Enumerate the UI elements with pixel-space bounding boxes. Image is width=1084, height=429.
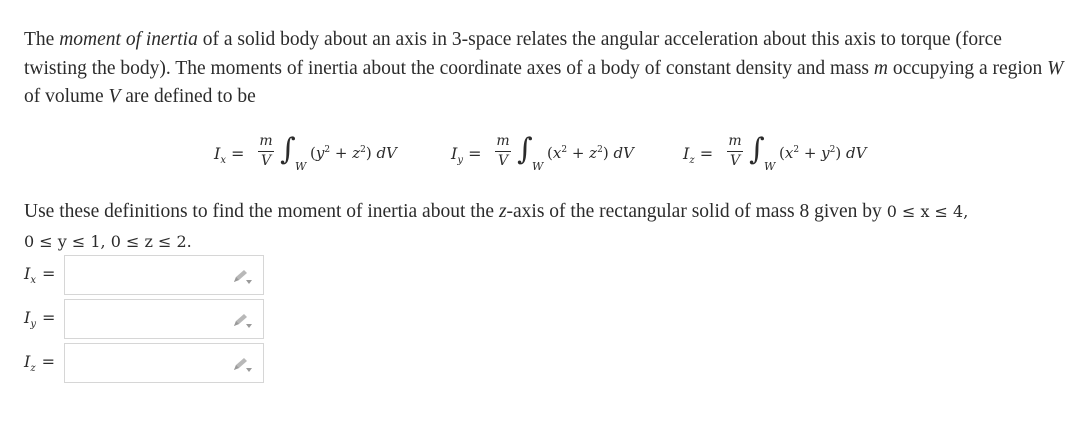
answer-input-iz[interactable]	[64, 343, 264, 383]
answer-row-ix	[24, 255, 284, 297]
integral-region: W	[764, 160, 776, 173]
pencil-icon[interactable]	[231, 357, 253, 373]
problem-instruction	[24, 197, 1064, 257]
intro-text-3: occupying a region	[887, 57, 1048, 79]
intro-text-5: are defined to be	[120, 86, 256, 107]
pencil-icon[interactable]	[231, 269, 253, 285]
formula-ix	[214, 130, 414, 190]
formula-lhs: $I_x$ =	[214, 144, 245, 167]
instruction-axis: z	[498, 201, 507, 222]
formula-integrand: $(x^2 + z^2)$ dV	[547, 144, 634, 162]
intro-text-2: of a solid body about an axis in 3-space relates the angular acceleration about this axis to torque (force twisting the body). The moments of inertia about the coordinate axes of a body of constant density and mass	[24, 29, 1002, 79]
answer-row-iy	[24, 299, 284, 341]
formula-integrand: $(x^2 + y^2)$ dV	[779, 144, 867, 162]
var-m: m	[873, 57, 888, 79]
formula-fraction: m V	[728, 133, 742, 169]
formula-integrand: $(y^2 + z^2)$ dV	[310, 144, 397, 162]
answer-label: $I_z$ =	[24, 352, 56, 375]
integral-region: W	[295, 160, 307, 173]
bounds-yz: 0 ≤ y ≤ 1, 0 ≤ z ≤ 2.	[24, 232, 192, 251]
formula-fraction: m V	[496, 133, 510, 169]
bounds-x: 0 ≤ x ≤ 4,	[886, 202, 969, 221]
answer-label: $I_x$ =	[24, 264, 56, 287]
answer-input-iy[interactable]	[64, 299, 264, 339]
formula-lhs: $I_y$ =	[451, 144, 482, 167]
formula-iz	[683, 130, 893, 190]
intro-text-1: The	[24, 29, 60, 50]
answer-input-ix[interactable]	[64, 255, 264, 295]
term-moment-of-inertia: moment of inertia	[59, 29, 198, 50]
answer-row-iz	[24, 343, 284, 385]
integral-sign: ∫	[517, 132, 533, 167]
formula-iy	[451, 130, 661, 190]
formula-row	[0, 130, 1084, 190]
pencil-icon[interactable]	[231, 313, 253, 329]
instruction-text-1: Use these definitions to find the moment of inertia about the	[24, 201, 499, 222]
instruction-text-2: -axis of the rectangular solid of mass 8 given by	[506, 201, 887, 222]
var-V: V	[108, 86, 121, 107]
integral-sign: ∫	[749, 132, 765, 167]
formula-fraction: m V	[259, 133, 273, 169]
answer-label: $I_y$ =	[24, 308, 56, 331]
integral-sign: ∫	[280, 132, 296, 167]
var-W: W	[1047, 57, 1064, 79]
integral-region: W	[532, 160, 544, 173]
intro-text-4: of volume	[24, 86, 109, 107]
problem-intro	[24, 26, 1064, 112]
formula-lhs: $I_z$ =	[683, 144, 714, 167]
